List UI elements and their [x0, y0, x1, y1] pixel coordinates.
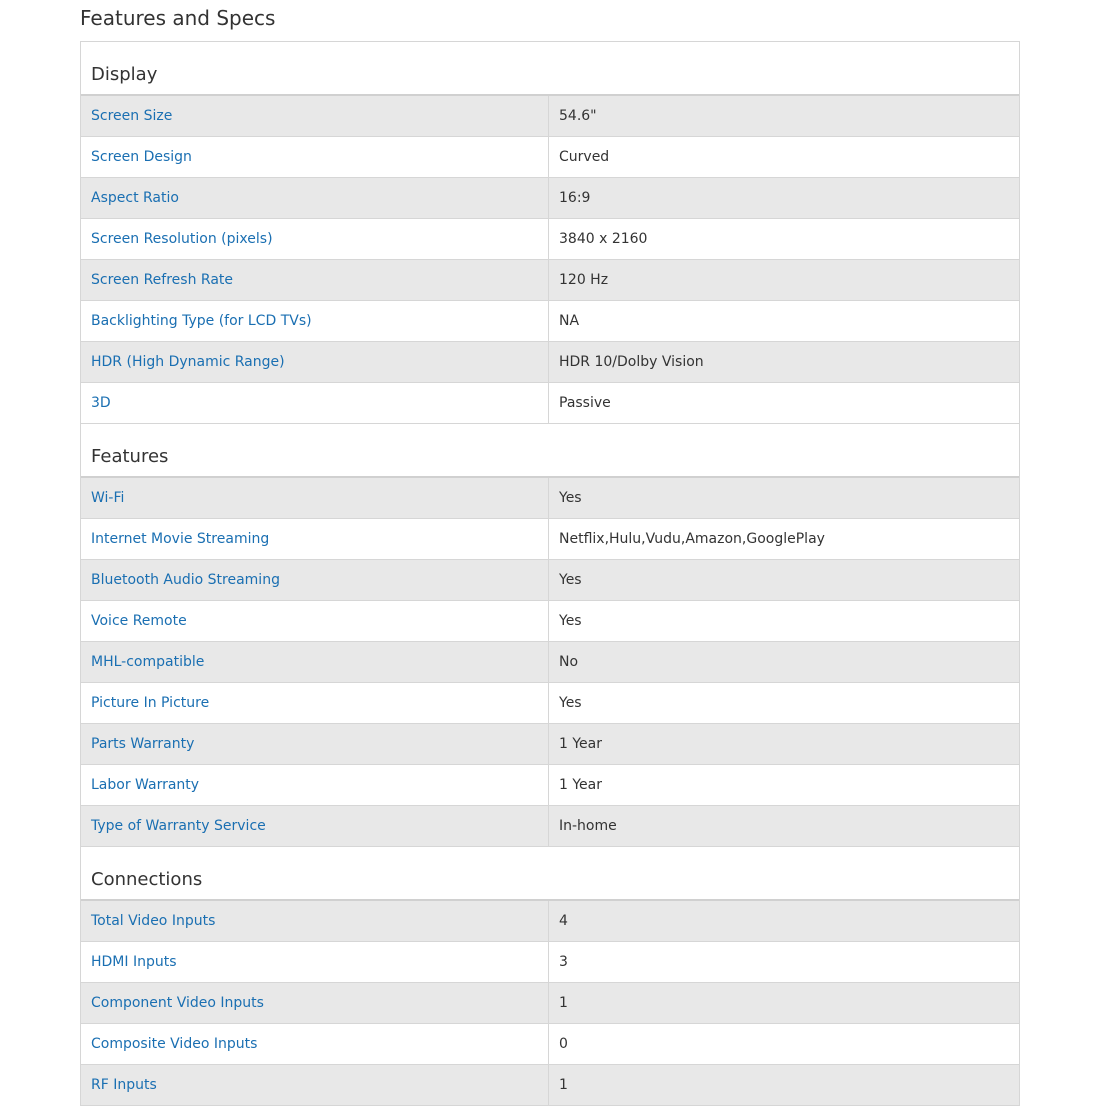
spec-row	[81, 806, 1019, 847]
spec-name-link[interactable]: Bluetooth Audio Streaming	[81, 560, 549, 600]
spec-value: 3840 x 2160	[559, 231, 648, 247]
spec-name-link[interactable]: Total Video Inputs	[81, 901, 549, 941]
spec-value: 1 Year	[559, 736, 602, 752]
spec-name-link[interactable]: Component Video Inputs	[81, 983, 549, 1023]
spec-name-link[interactable]: RF Inputs	[81, 1065, 549, 1105]
spec-row	[81, 219, 1019, 260]
spec-name-link[interactable]: Voice Remote	[81, 601, 549, 641]
spec-value: Passive	[559, 395, 611, 411]
spec-name-link[interactable]: HDMI Inputs	[81, 942, 549, 982]
spec-row	[81, 137, 1019, 178]
spec-row	[81, 1065, 1019, 1106]
section-header: Display	[81, 42, 1019, 96]
spec-name-link[interactable]: Screen Size	[81, 96, 549, 136]
spec-row	[81, 519, 1019, 560]
spec-row	[81, 478, 1019, 519]
spec-name-link[interactable]: Screen Refresh Rate	[81, 260, 549, 300]
spec-value: 1 Year	[559, 777, 602, 793]
spec-value: 54.6"	[559, 108, 597, 124]
spec-value: No	[559, 654, 579, 670]
spec-value: 3	[559, 954, 568, 970]
spec-value: Yes	[559, 572, 582, 588]
spec-value: Yes	[559, 695, 582, 711]
spec-row	[81, 683, 1019, 724]
spec-row	[81, 301, 1019, 342]
spec-row	[81, 642, 1019, 683]
spec-name-link[interactable]: Wi-Fi	[81, 478, 549, 518]
section-display	[81, 42, 1019, 424]
spec-row	[81, 96, 1019, 137]
spec-name-link[interactable]: Picture In Picture	[81, 683, 549, 723]
spec-row	[81, 178, 1019, 219]
spec-name-link[interactable]: Aspect Ratio	[81, 178, 549, 218]
specs-table	[80, 41, 1020, 1106]
spec-value: 120 Hz	[559, 272, 609, 288]
spec-name-link[interactable]: Internet Movie Streaming	[81, 519, 549, 559]
spec-value: HDR 10/Dolby Vision	[559, 354, 704, 370]
spec-name-link[interactable]: HDR (High Dynamic Range)	[81, 342, 549, 382]
spec-row	[81, 383, 1019, 424]
spec-row	[81, 942, 1019, 983]
spec-row	[81, 901, 1019, 942]
section-header: Connections	[81, 847, 1019, 901]
spec-row	[81, 983, 1019, 1024]
spec-row	[81, 601, 1019, 642]
spec-row	[81, 260, 1019, 301]
spec-value: 0	[559, 1036, 568, 1052]
spec-value: 1	[559, 995, 568, 1011]
spec-name-link[interactable]: Screen Resolution (pixels)	[81, 219, 549, 259]
spec-row	[81, 765, 1019, 806]
spec-value: In-home	[559, 818, 617, 834]
spec-value: 16:9	[559, 190, 591, 206]
section-connections	[81, 847, 1019, 1106]
spec-value: Curved	[559, 149, 610, 165]
spec-name-link[interactable]: Type of Warranty Service	[81, 806, 549, 846]
spec-row	[81, 1024, 1019, 1065]
spec-row	[81, 560, 1019, 601]
spec-row	[81, 342, 1019, 383]
page-title: Features and Specs	[80, 6, 276, 30]
spec-value: Netflix,Hulu,Vudu,Amazon,GooglePlay	[559, 531, 825, 547]
spec-name-link[interactable]: 3D	[81, 383, 549, 423]
spec-name-link[interactable]: Labor Warranty	[81, 765, 549, 805]
spec-name-link[interactable]: Backlighting Type (for LCD TVs)	[81, 301, 549, 341]
spec-name-link[interactable]: Screen Design	[81, 137, 549, 177]
section-features	[81, 424, 1019, 847]
spec-value: Yes	[559, 490, 582, 506]
spec-value: NA	[559, 313, 580, 329]
spec-name-link[interactable]: Parts Warranty	[81, 724, 549, 764]
spec-value: 1	[559, 1077, 568, 1093]
spec-name-link[interactable]: MHL-compatible	[81, 642, 549, 682]
spec-name-link[interactable]: Composite Video Inputs	[81, 1024, 549, 1064]
spec-value: 4	[559, 913, 568, 929]
section-header: Features	[81, 424, 1019, 478]
spec-value: Yes	[559, 613, 582, 629]
spec-row	[81, 724, 1019, 765]
